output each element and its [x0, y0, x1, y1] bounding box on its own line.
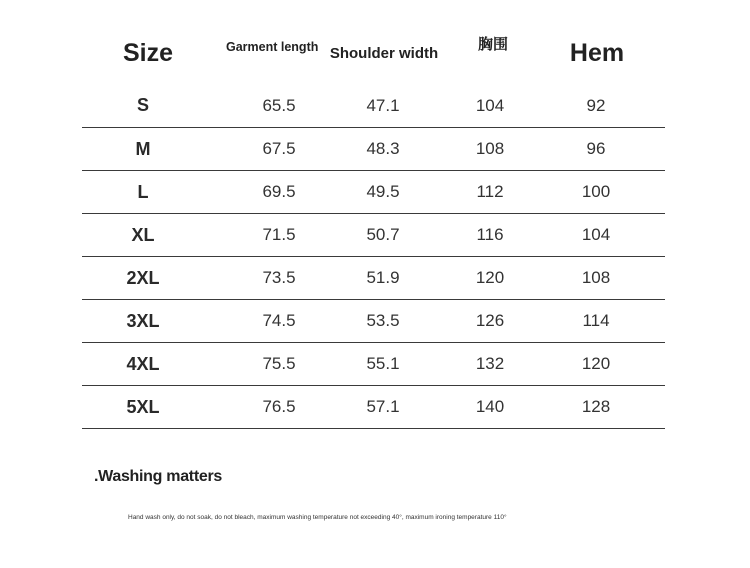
shoulder-width-cell: 57.1 [366, 397, 400, 416]
table-row [82, 171, 665, 214]
garment-length-cell: 74.5 [262, 311, 296, 330]
garment-length-cell: 73.5 [262, 268, 296, 287]
washing-instructions: Hand wash only, do not soak, do not bleach, maximum washing temperature not exceeding 40°, maximum ironing temperature 110° [128, 514, 507, 521]
size-cell: M [135, 138, 151, 159]
chest-cell: 132 [475, 354, 505, 373]
size-cell: 4XL [126, 353, 160, 374]
hem-cell: 108 [581, 268, 611, 287]
table-row [82, 386, 665, 429]
washing-title: .Washing matters [94, 468, 222, 485]
header-size: Size [122, 38, 174, 67]
garment-length-cell: 75.5 [262, 354, 296, 373]
chest-cell: 112 [476, 182, 504, 201]
table-row [82, 343, 665, 386]
table-row [82, 84, 665, 128]
hem-cell: 120 [581, 354, 611, 373]
chest-cell: 140 [475, 397, 505, 416]
garment-length-cell: 76.5 [262, 397, 296, 416]
size-cell: 3XL [126, 310, 160, 331]
hem-cell: 114 [582, 311, 610, 330]
garment-length-cell: 65.5 [262, 95, 296, 115]
size-cell: XL [131, 224, 155, 245]
header-hem: Hem [569, 38, 625, 67]
chest-cell: 120 [475, 268, 505, 287]
size-cell: L [137, 181, 149, 202]
size-table [82, 84, 665, 429]
shoulder-width-cell: 53.5 [366, 311, 400, 330]
table-row [82, 257, 665, 300]
shoulder-width-cell: 55.1 [366, 354, 400, 373]
hem-cell: 92 [586, 95, 606, 115]
shoulder-width-cell: 49.5 [366, 182, 400, 201]
garment-length-cell: 71.5 [262, 225, 296, 244]
shoulder-width-cell: 51.9 [366, 268, 400, 287]
hem-cell: 100 [581, 182, 611, 201]
size-cell: 5XL [126, 396, 160, 417]
table-row [82, 214, 665, 257]
garment-length-cell: 67.5 [262, 139, 296, 158]
header-chest: 胸围 [477, 35, 508, 53]
size-cell: S [136, 95, 149, 115]
hem-cell: 128 [581, 397, 611, 416]
size-table-header [0, 28, 750, 78]
table-row [82, 128, 665, 171]
size-cell: 2XL [126, 267, 160, 288]
shoulder-width-cell: 47.1 [366, 95, 400, 115]
hem-cell: 104 [581, 225, 611, 244]
chest-cell: 104 [475, 95, 505, 115]
table-row [82, 300, 665, 343]
header-garment-length: Garment length [226, 40, 319, 54]
chest-cell: 126 [475, 311, 505, 330]
header-shoulder-width: Shoulder width [329, 44, 439, 62]
chest-cell: 108 [475, 139, 505, 158]
shoulder-width-cell: 50.7 [366, 225, 400, 244]
hem-cell: 96 [586, 139, 606, 158]
chest-cell: 116 [476, 225, 504, 244]
shoulder-width-cell: 48.3 [366, 139, 400, 158]
garment-length-cell: 69.5 [262, 182, 296, 201]
